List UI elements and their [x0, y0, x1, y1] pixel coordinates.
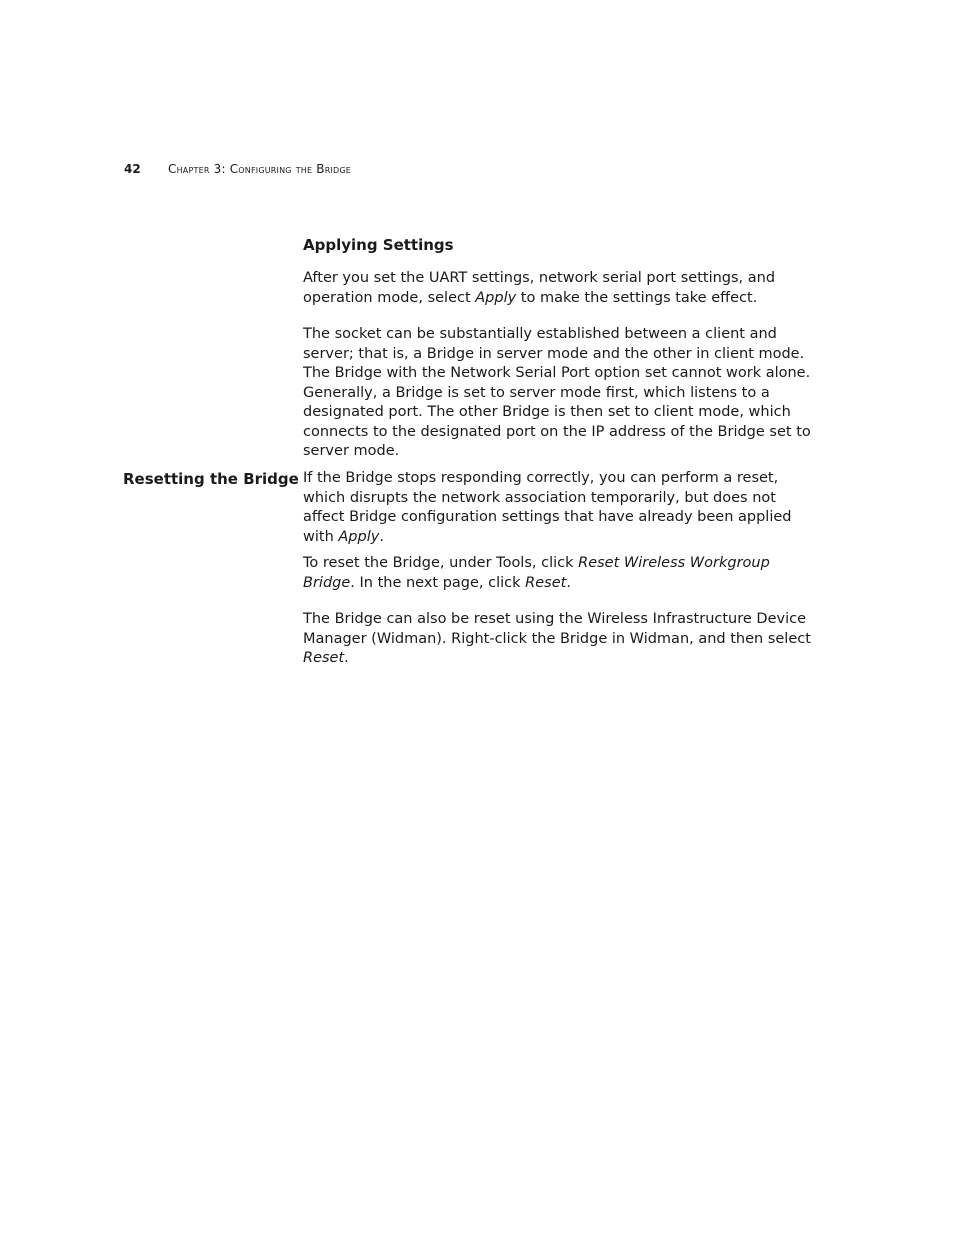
running-head: Chapter 3: Configuring the Bridge: [168, 162, 352, 176]
applying-settings-section: [303, 235, 815, 462]
resetting-paragraph-2: To reset the Bridge, under Tools, click Reset Wireless Workgroup Bridge. In the next page, click Reset.: [303, 555, 770, 591]
resetting-paragraph-1: If the Bridge stops responding correctly, you can perform a reset, which disrupts the network association temporarily, but does not affect Bridge configuration settings that have already been applied with Apply.: [303, 470, 792, 545]
page-header: [124, 161, 351, 177]
resetting-paragraph-3: The Bridge can also be reset using the Wireless Infrastructure Device Manager (Widman). Right-click the Bridge in Widman, and then select Reset.: [303, 611, 811, 666]
page-number: 42: [124, 162, 141, 176]
resetting-bridge-heading: Resetting the Bridge: [123, 470, 299, 488]
applying-paragraph-1: After you set the UART settings, network serial port settings, and operation mode, select Apply to make the settings take effect.: [303, 270, 776, 306]
applying-paragraph-2: The socket can be substantially established between a client and server; that is, a Bridge in server mode and the other in client mode. The Bridge with the Network Serial Port option set cannot work alone. Generally, a Bridge is set to server mode first, which listens to a designated port. The other Bridge is then set to client mode, which connects to the designated port on the IP address of the Bridge set to server mode.: [303, 326, 811, 459]
applying-settings-heading: Applying Settings: [303, 236, 454, 254]
resetting-bridge-section: [303, 469, 815, 669]
